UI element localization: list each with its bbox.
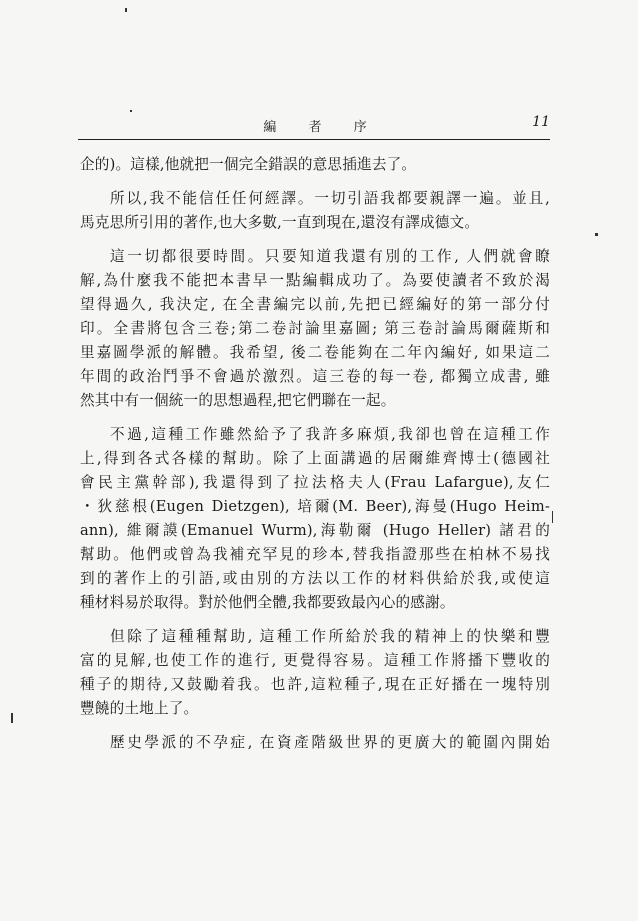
text-line: 望得過久, 我決定, 在全書編完以前,先把已經編好的第一部分付 [80,296,550,313]
body-text [80,153,550,755]
text-line: 富的見解,也使工作的進行, 更覺得容易。這種工作將播下豐收的 [80,652,550,669]
text-line: 里嘉圖學派的解體。我希望, 後二卷能夠在二年內編好, 如果這二 [80,344,550,361]
text-line: 不過,這種工作雖然給予了我許多麻煩,我卻也曾在這種工作 [110,426,550,443]
header-title: 編 者 序 [263,120,381,135]
header-rule [78,139,550,140]
page-number: 11 [532,114,550,130]
text-line: 解,為什麼我不能把本書早一點編輯成功了。為要使讀者不致於渴 [80,272,550,289]
text-line: 然其中有一個統一的思想過程,把它們聯在一起。 [80,392,396,409]
scan-speck [595,233,598,236]
text-line: ・狄慈根(Eugen Dietzgen), 培爾(M. Beer),海曼(Hugo Heim- [80,498,550,515]
scan-speck [125,8,127,12]
text-line: 馬克思所引用的著作,也大多數,一直到現在,還沒有譯成德文。 [80,214,480,231]
text-line: 到的著作上的引語,或由別的方法以工作的材料供給於我,或使這 [80,570,550,587]
text-line: 會民主黨幹部),我還得到了拉法格夫人(Frau Lafargue),友仁 [80,474,550,491]
text-line: 年間的政治鬥爭不會過於激烈。這三卷的每一卷, 都獨立成書, 雖 [80,368,550,385]
text-line: 幫助。他們或曾為我補充罕見的珍本,替我指證那些在柏林不易找 [80,546,550,563]
text-line: 種子的期待,又鼓勵着我。也許,這粒種子,現在正好播在一塊特別 [80,676,550,693]
text-line: 歷史學派的不孕症, 在資產階級世界的更廣大的範圍內開始 [110,734,550,751]
text-line: 豐饒的土地上了。 [80,700,199,717]
scan-speck [11,713,13,723]
scan-speck [552,511,553,523]
text-line: 種材料易於取得。對於他們全體,我都要致最內心的感謝。 [80,594,455,611]
text-line: 印。全書將包含三卷;第二卷討論里嘉圖; 第三卷討論馬爾薩斯和 [80,320,550,337]
text-line: 但除了這種種幫助, 這種工作所給於我的精神上的快樂和豐 [110,628,550,645]
text-line: 這一切都很要時間。只要知道我還有別的工作, 人們就會瞭 [110,248,550,265]
running-header [80,112,550,138]
text-line: ann), 維爾謨(Emanuel Wurm),海勒爾 (Hugo Heller) 諸君的 [80,522,550,539]
text-line: 上,得到各式各樣的幫助。除了上面講過的居爾維齊博士(德國社 [80,450,550,467]
text-line: 企的)。這樣,他就把一個完全錯誤的意思插進去了。 [80,156,417,173]
text-line: 所以,我不能信任任何經譯。一切引語我都要親譯一遍。並且, [110,190,550,207]
